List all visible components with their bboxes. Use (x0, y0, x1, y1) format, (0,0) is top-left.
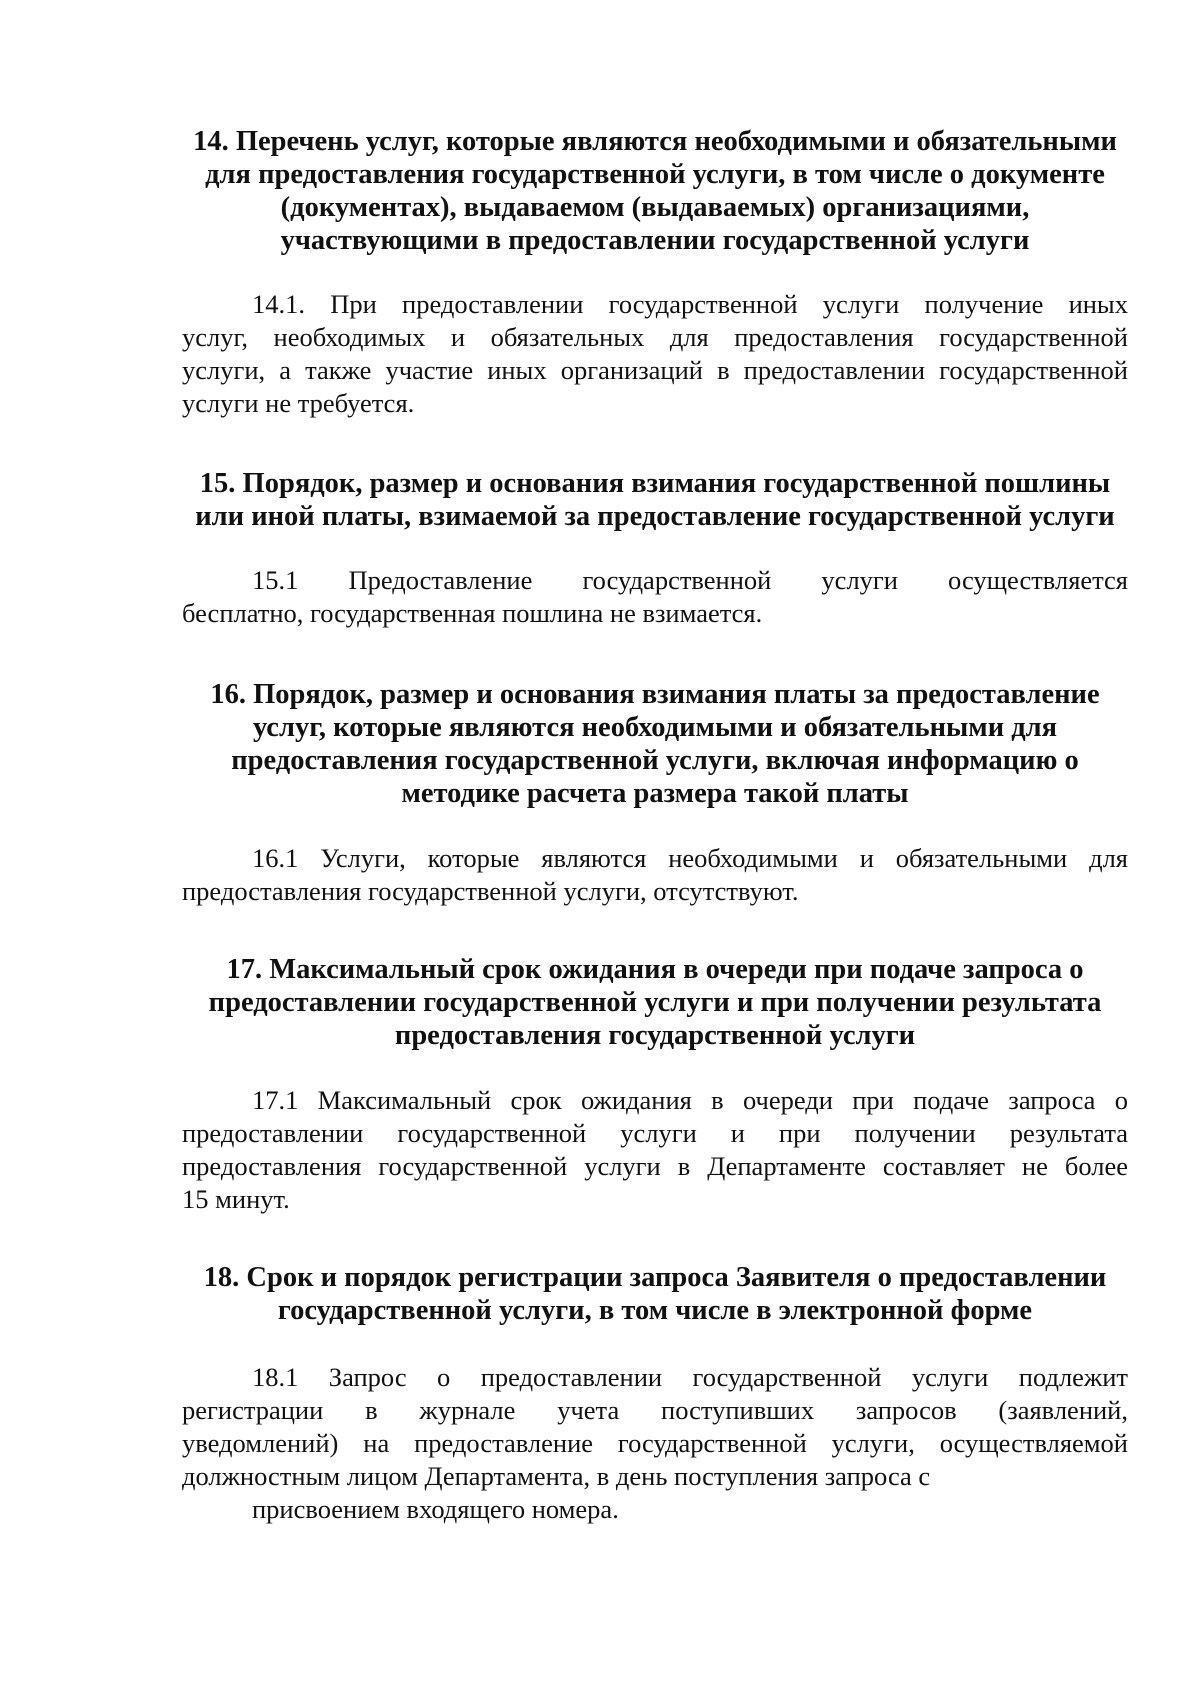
paragraph-line: должностным лицом Департамента, в день поступления запроса с (182, 1461, 931, 1491)
paragraph-line: 16.1 Услуги, которые являются необходимыми и обязательными для (252, 843, 1128, 873)
heading-line: 15. Порядок, размер и основания взимания государственной пошлины (199, 468, 1111, 499)
heading-line: или иной платы, взимаемой за предоставление государственной услуги (195, 501, 1115, 532)
section-15-heading (182, 467, 1128, 533)
paragraph-line: регистрации в журнале учета поступивших запросов (заявлений, (182, 1395, 1128, 1425)
paragraph-line: 18.1 Запрос о предоставлении государственной услуги подлежит (252, 1362, 1128, 1392)
paragraph-line: уведомлений) на предоставление государственной услуги, осуществляемой (182, 1428, 1128, 1458)
paragraph-line: услуги, а также участие иных организаций в предоставлении государственной (182, 355, 1128, 385)
paragraph-line: бесплатно, государственная пошлина не взимается. (182, 598, 763, 628)
document-page (182, 125, 1128, 1526)
section-15-paragraph (182, 564, 1128, 630)
section-18-paragraph (182, 1361, 1128, 1526)
heading-line: предоставления государственной услуги, включая информацию о (231, 745, 1079, 776)
heading-line: для предоставления государственной услуги, в том числе о документе (205, 159, 1105, 190)
heading-line: 18. Срок и порядок регистрации запроса Заявителя о предоставлении (203, 1262, 1107, 1293)
section-16-heading (182, 678, 1128, 810)
paragraph-line: предоставления государственной услуги в Департаменте составляет не более (182, 1151, 1128, 1181)
heading-line: участвующими в предоставлении государственной услуги (280, 225, 1030, 256)
paragraph-line: 17.1 Максимальный срок ожидания в очереди при подаче запроса о (252, 1085, 1128, 1115)
paragraph-line: присвоением входящего номера. (252, 1494, 619, 1524)
paragraph-line: 15 минут. (182, 1184, 290, 1214)
heading-line: (документах), выдаваемом (выдаваемых) организациями, (280, 192, 1030, 223)
paragraph-line: предоставлении государственной услуги и при получении результата (182, 1118, 1128, 1148)
paragraph-line: 14.1. При предоставлении государственной услуги получение иных (252, 289, 1128, 319)
paragraph-line: услуг, необходимых и обязательных для предоставления государственной (182, 322, 1128, 352)
section-17-paragraph (182, 1084, 1128, 1216)
paragraph-line: услуги не требуется. (182, 388, 415, 418)
section-16-paragraph (182, 842, 1128, 908)
section-14-heading (182, 125, 1128, 257)
section-17-heading (182, 953, 1128, 1052)
paragraph-line: предоставления государственной услуги, отсутствуют. (182, 876, 799, 906)
section-18-heading (182, 1261, 1128, 1327)
heading-line: 14. Перечень услуг, которые являются необходимыми и обязательными (193, 126, 1117, 157)
heading-line: 17. Максимальный срок ожидания в очереди при подаче запроса о (226, 954, 1084, 985)
heading-line: услуг, которые являются необходимыми и обязательными для (252, 712, 1058, 743)
heading-line: методике расчета размера такой платы (401, 778, 909, 809)
section-14-paragraph (182, 288, 1128, 420)
heading-line: предоставления государственной услуги (394, 1020, 916, 1051)
paragraph-line: 15.1 Предоставление государственной услуги осуществляется (252, 565, 1128, 595)
heading-line: предоставлении государственной услуги и при получении результата (208, 987, 1102, 1018)
heading-line: 16. Порядок, размер и основания взимания платы за предоставление (210, 679, 1100, 710)
heading-line: государственной услуги, в том числе в электронной форме (277, 1295, 1033, 1326)
